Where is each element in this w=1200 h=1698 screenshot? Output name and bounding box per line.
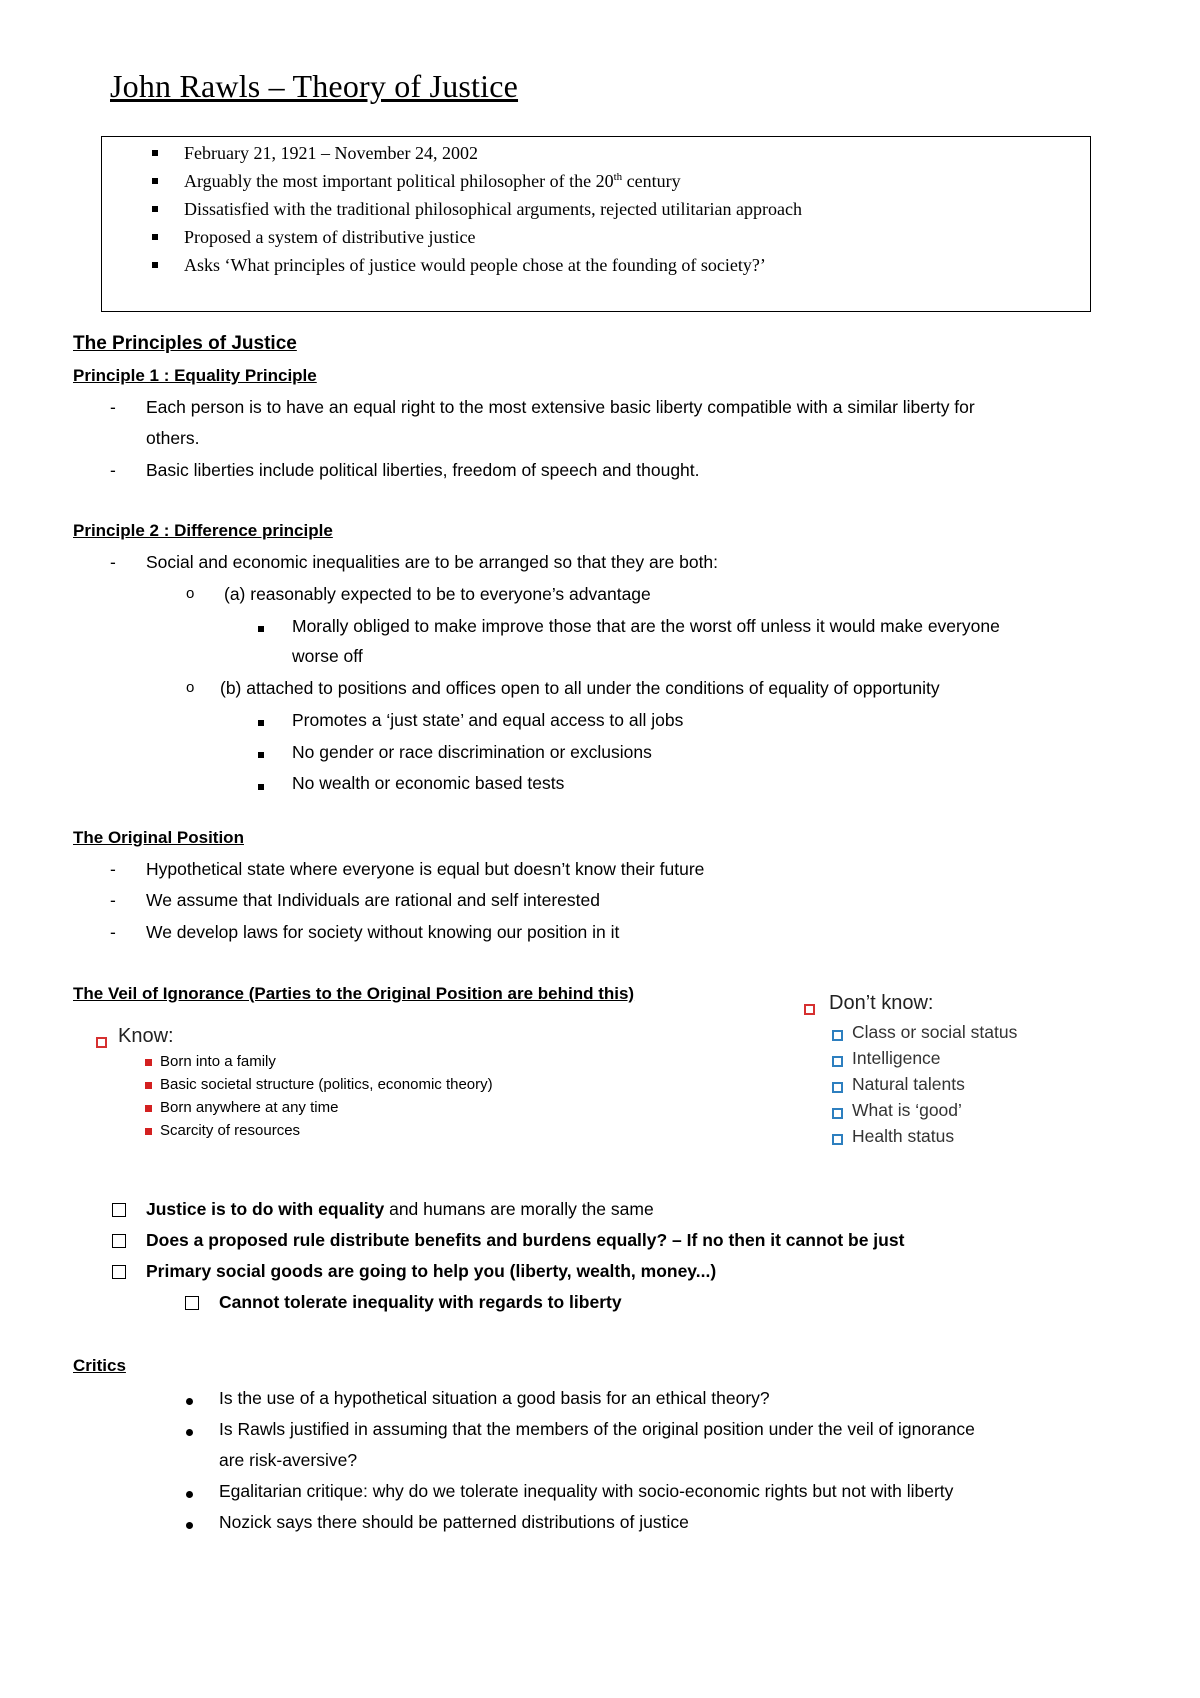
square-bullet-icon	[258, 720, 264, 726]
square-bullet-icon	[258, 784, 264, 790]
critic-item: Nozick says there should be patterned distributions of justice	[219, 1512, 689, 1532]
check-item: Does a proposed rule distribute benefits and burdens equally? – If no then it cannot be just	[146, 1230, 905, 1250]
dont-know-item: What is ‘good’	[852, 1100, 962, 1120]
dash-bullet: -	[110, 552, 116, 572]
p2-intro: Social and economic inequalities are to be arranged so that they are both:	[146, 552, 719, 572]
critic-item: Egalitarian critique: why do we tolerate inequality with socio-economic rights but not with liberty	[219, 1481, 954, 1501]
p2-a-sub-cont: worse off	[292, 646, 363, 666]
bio-list	[152, 139, 802, 279]
critic-item: Is the use of a hypothetical situation a good basis for an ethical theory?	[219, 1388, 770, 1408]
red-square-icon	[145, 1059, 152, 1066]
know-item: Basic societal structure (politics, economic theory)	[160, 1076, 493, 1093]
op-item: We assume that Individuals are rational and self interested	[146, 890, 600, 910]
p1-item: Each person is to have an equal right to the most extensive basic liberty compatible with a similar liberty for	[146, 397, 975, 417]
bullet-dot-icon	[186, 1429, 193, 1436]
checkbox-icon	[112, 1265, 126, 1279]
square-bullet-icon	[152, 262, 158, 268]
check-item: Primary social goods are going to help you (liberty, wealth, money...)	[146, 1261, 717, 1281]
p2-b-sub: No wealth or economic based tests	[292, 773, 565, 793]
know-title: Know:	[118, 1025, 174, 1047]
bio-item: February 21, 1921 – November 24, 2002	[152, 139, 802, 167]
checkbox-icon	[185, 1296, 199, 1310]
blue-square-icon	[832, 1134, 843, 1145]
dont-know-item: Intelligence	[852, 1048, 941, 1068]
dash-bullet: -	[110, 890, 116, 910]
check-item: Cannot tolerate inequality with regards to liberty	[219, 1292, 622, 1312]
blue-square-icon	[832, 1056, 843, 1067]
page-title: John Rawls – Theory of Justice	[110, 68, 519, 104]
know-item: Born into a family	[160, 1053, 276, 1070]
blue-square-icon	[832, 1030, 843, 1041]
checkbox-icon	[112, 1203, 126, 1217]
p2-b: (b) attached to positions and offices open to all under the conditions of equality of opportunity	[220, 678, 940, 698]
p1-item: Basic liberties include political liberties, freedom of speech and thought.	[146, 460, 700, 480]
dash-bullet: -	[110, 460, 116, 480]
hollow-square-icon	[96, 1037, 107, 1048]
square-bullet-icon	[152, 178, 158, 184]
bio-item: Arguably the most important political philosopher of the 20th century	[152, 167, 802, 195]
dash-bullet: -	[110, 859, 116, 879]
principles-heading: The Principles of Justice	[73, 333, 297, 354]
op-item: Hypothetical state where everyone is equal but doesn’t know their future	[146, 859, 705, 879]
principle-2-heading: Principle 2 : Difference principle	[73, 521, 333, 540]
critic-item: Is Rawls justified in assuming that the members of the original position under the veil of ignorance	[219, 1419, 975, 1439]
square-bullet-icon	[258, 626, 264, 632]
critics-heading: Critics	[73, 1356, 126, 1375]
principle-1-heading: Principle 1 : Equality Principle	[73, 366, 317, 385]
dont-know-item: Class or social status	[852, 1022, 1018, 1042]
dash-bullet: -	[110, 922, 116, 942]
bullet-dot-icon	[186, 1491, 193, 1498]
dont-know-item: Health status	[852, 1126, 955, 1146]
check-item: Justice is to do with equality and humans are morally the same	[146, 1199, 654, 1219]
dont-know-title: Don’t know:	[829, 992, 934, 1014]
dont-know-item: Natural talents	[852, 1074, 965, 1094]
square-bullet-icon	[258, 752, 264, 758]
bullet-dot-icon	[186, 1522, 193, 1529]
bio-item: Proposed a system of distributive justice	[152, 223, 802, 251]
bio-item: Dissatisfied with the traditional philosophical arguments, rejected utilitarian approach	[152, 195, 802, 223]
veil-heading: The Veil of Ignorance (Parties to the Original Position are behind this)	[73, 984, 635, 1003]
hollow-square-icon	[804, 1004, 815, 1015]
bio-item: Asks ‘What principles of justice would people chose at the founding of society?’	[152, 251, 802, 279]
red-square-icon	[145, 1128, 152, 1135]
blue-square-icon	[832, 1108, 843, 1119]
dash-bullet: -	[110, 397, 116, 417]
know-item: Scarcity of resources	[160, 1122, 301, 1139]
red-square-icon	[145, 1082, 152, 1089]
square-bullet-icon	[152, 234, 158, 240]
bio-box	[101, 136, 1091, 312]
original-position-heading: The Original Position	[73, 828, 244, 847]
square-bullet-icon	[152, 206, 158, 212]
know-item: Born anywhere at any time	[160, 1099, 339, 1116]
p2-a-sub: Morally obliged to make improve those that are the worst off unless it would make everyone	[292, 616, 1000, 636]
critic-item-cont: are risk-aversive?	[219, 1450, 358, 1470]
checkbox-icon	[112, 1234, 126, 1248]
blue-square-icon	[832, 1082, 843, 1093]
square-bullet-icon	[152, 150, 158, 156]
red-square-icon	[145, 1105, 152, 1112]
op-item: We develop laws for society without knowing our position in it	[146, 922, 620, 942]
p2-b-sub: No gender or race discrimination or exclusions	[292, 742, 652, 762]
p2-a: (a) reasonably expected to be to everyone’s advantage	[224, 584, 651, 604]
bullet-dot-icon	[186, 1398, 193, 1405]
p1-item-cont: others.	[146, 428, 200, 448]
circle-bullet-icon: o	[186, 679, 195, 696]
circle-bullet-icon: o	[186, 585, 195, 602]
p2-b-sub: Promotes a ‘just state’ and equal access to all jobs	[292, 710, 684, 730]
